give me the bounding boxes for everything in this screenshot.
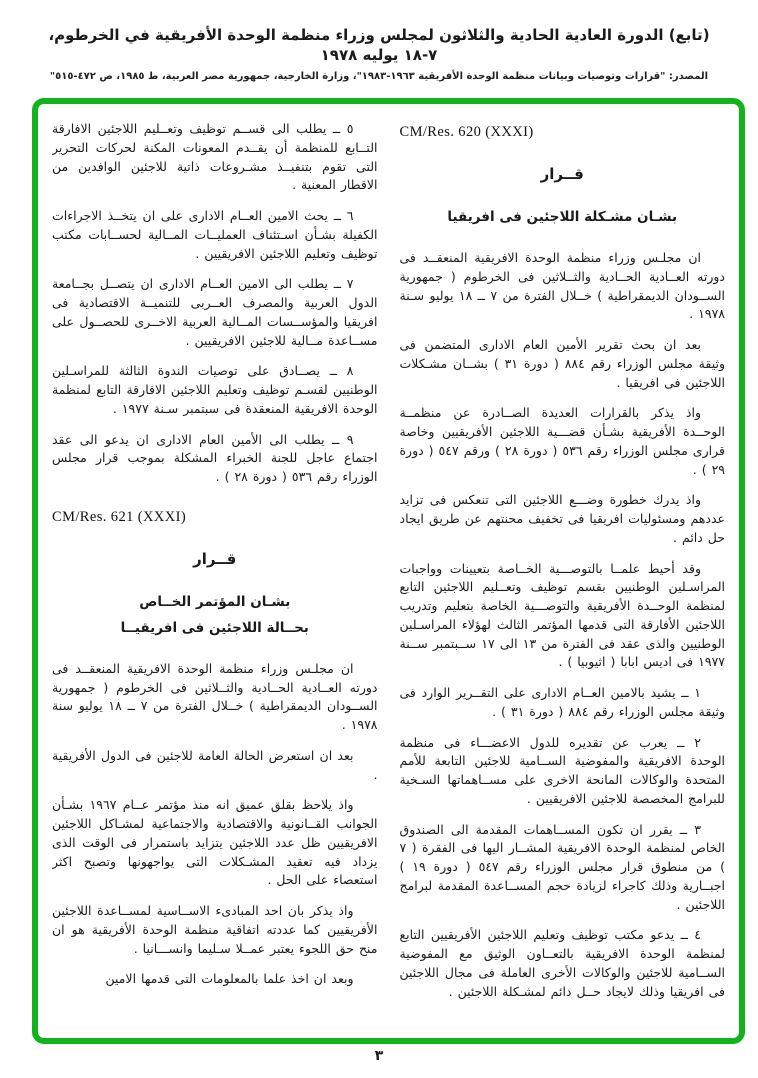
column-right-res620 (400, 120, 726, 1026)
paragraph: ان مجلـس وزراء منظمة الوحدة الافريقية المنعقــد فى دورته العــادية الحــادية والثــلاثين فى الخرطوم ( جمهورية الســودان الديمقراطية ) خــلال الفترة من ٧ ــ ١٨ يوليو سـنة ١٩٧٨ . (399, 250, 725, 322)
paragraph-clause-5: ٥ ــ يطلب الى قســم توظيف وتعــليم اللاجئين الافارقة التــابع للمنظمة أن يقــدم المعونات المكنة لحركات التحرير التى تقوم بتنفيــذ مشـروعات ذاتية للاجئين الوافدين من الاقطار المعنية . (52, 121, 378, 193)
paragraph: واذ يذكر بالقرارات العديدة الصــادرة عن منظمــة الوحــدة الأفريقية بشـأن قضـــية اللاجئين الأفريقيين وخاصة قرارى مجلس الوزراء رقم ٥٣٦ ( دورة ٢٨ ) ورقم ٥٤٧ ( دورة ٢٩ ) . (399, 405, 725, 477)
paragraph: واذ يلاحظ بقلق عميق انه منذ مؤتمر عــام ١٩٦٧ بشـأن الجوانب القــانونية والاقتصادية والاجتماعية لمشـاكل اللاجئين الافريقيين ظل عدد اللاجئين يتزايد باستمرار فى الوقت الذى يزداد فيه تعقيد المشـكلات التى يواجهونها وتصبح اكثر استعصاء على الحل . (52, 797, 378, 888)
resolution-subtitle-621-line1: بشـان المؤتمر الخــاص (139, 593, 291, 610)
paragraph-clause-3: ٣ ــ يقرر ان تكون المســاهمات المقدمة الى الصندوق الخاص لمنظمة الوحدة الافريقية المشــار اليها فى الفقرة ( ٧ ) من منطوق قرار مجلس الوزراء رقم ٥٤٧ ( دورة ١٩ ) اجبــارية وذلك كاجراء لزيادة حجم المســاعدة المقدمة لبرامج اللاجئين . (399, 821, 725, 912)
resolution-number-621: CM/Res. 621 (XXXI) (52, 508, 187, 525)
resolution-number-620: CM/Res. 620 (XXXI) (399, 124, 534, 140)
paragraph: بعد ان بحث تقرير الأمين العام الادارى المتضمن فى وثيقة مجلس الوزراء رقم ٨٨٤ ( دورة ٣١ ) بشــان مشـكلات اللاجئين فى افريقيا . (399, 337, 725, 390)
paragraph-clause-1: ١ ــ يشيد بالامين العــام الادارى على التقــرير الوارد فى وثيقة مجلس الوزراء رقم ٨٨٤ ( دورة ٣١ ) . (399, 685, 725, 719)
resolution-title-620: قــرار (540, 165, 584, 183)
resolution-621-block (52, 509, 378, 989)
paragraph-clause-8: ٨ ــ يصــادق على توصيات الندوة الثالثة للمراسـلين الوطنيين لقسـم توظيف وتعليم اللاجئين الافارقة التابع لمنظمة الوحدة الافريقية المنعقدة فى سبتمبر سـنة ١٩٧٧ . (52, 363, 378, 416)
paragraph-clause-2: ٢ ــ يعرب عن تقديره للدول الاعضـــاء فى منظمة الوحدة الافريقية والمفوضية الســامية للاجئين التابعة للأمم المتحدة والوكالات المانحة الاخرى على مســاهماتها السـخية للبرامج المخصصة للاجئين الافريقيين . (399, 734, 725, 806)
paragraph-clause-6: ٦ ــ يحث الامين العــام الادارى على ان يتخــذ الاجراءات الكفيلة بشـأن اسـتئناف العمليــات المــالية لحســابات مكتب توظيف وتعليم اللاجئين الافريقيين . (52, 208, 378, 261)
page-header (0, 26, 758, 82)
resolution-title-621: قــرار (193, 549, 237, 568)
resolution-subtitle-620: بشـان مشـكلة اللاجئين فى افريقيا (447, 209, 678, 225)
paragraph: بعد ان استعرض الحالة العامة للاجئين فى الدول الأفريقية . (52, 747, 378, 782)
column-left-res621 (52, 120, 378, 1026)
paragraph: واذ يدرك خطورة وضـــع اللاجئين التى تنعكس فى تزايد عددهم ومسئوليات افريقيا فى تخفيف محنتهم عن طريق ايجاد حل دائم . (399, 492, 725, 545)
page-number: ٣ (374, 1048, 384, 1064)
resolution-subtitle-621-line2: بحــالة اللاجئين فى افريقيــا (120, 619, 309, 636)
paragraph: وقد أحيط علمــا بالتوصـــية الخــاصة بتعيينات وواجبات المراسـلين الوطنيين بقسم توظيف وتعــليم اللاجئين التابع لمنظمة الوحــدة الأفريقية والتوصـــية الخاصة بتعليم وتدريب اللاجئين الأفارقة التى قدمها المؤتمر الثالث لهؤلاء المراسـلين الوطنيين والذى عقد فى الفترة من ١٣ الى ١٧ ســبتمبر ســنة ١٩٧٧ فى اديس ابابا ( اثيوبيا ) . (399, 560, 725, 670)
paragraph: واذ يذكر بان احد المبادىء الاســاسية لمســاعدة اللاجئين الأفريقيين كما عددته اتفاقية منظمة الوحدة الأفريقية هو ان منح حق اللجوء يعتبر عمــلا سـليما وانســـانيا . (52, 903, 378, 956)
green-border-frame (32, 98, 745, 1044)
header-title: (تابع) الدورة العادية الحادية والثلاثون لمجلس وزراء منظمة الوحدة الأفريقية في الخرطوم، ٧-١٨ يوليه ١٩٧٨ (48, 26, 710, 64)
paragraph-clause-7: ٧ ــ يطلب الى الامين العــام الادارى ان يتصــل بجــامعة الدول العربية والمصرف العــربى للتنميــة الاقتصادية فى افريقيا والمؤســسات المــالية العربية الاخــرى للحصــول على مســاعدة مــالية للاجئين الافريقيين . (52, 276, 378, 348)
header-source: المصدر: "قرارات وتوصيات وبيانات منظمة الوحدة الأفريقية ١٩٦٣-١٩٨٣"، وزارة الخارجية، جمهورية مصر العربية، ط ١٩٨٥، ص ٤٧٢-٥١٥" (49, 71, 709, 82)
paragraph: ان مجلـس وزراء منظمة الوحدة الافريقية المنعقــد فى دورته العــادية الحــادية والثــلاثين فى الخرطوم ( جمهورية الســودان الديمقراطية ) خــلال الفترة من ٧ ــ ١٨ يوليو سنة ١٩٧٨ . (52, 660, 378, 732)
two-column-layout (52, 120, 725, 1026)
paragraph-clause-9: ٩ ــ يطلب الى الأمين العام الادارى ان يدعو الى عقد اجتماع عاجل للجنة الخبراء المشكلة بموجب قرار مجلس الوزراء رقم ٥٣٦ ( دورة ٢٨ ) . (52, 431, 378, 484)
paragraph-clause-4: ٤ ــ يدعو مكتب توظيف وتعليم اللاجئين الأفريقيين التابع لمنظمة الوحدة الافريقية بالتعــاون الوثيق مع المفوضية الســامية للاجئين والوكالات الأخرى العاملة فى مجال اللاجئين فى افريقيا وذلك لايجاد حــل دائم لمشـكلة اللاجئين . (399, 927, 725, 999)
paragraph: وبعد ان اخذ علما بالمعلومات التى قدمها الامين (105, 971, 354, 987)
